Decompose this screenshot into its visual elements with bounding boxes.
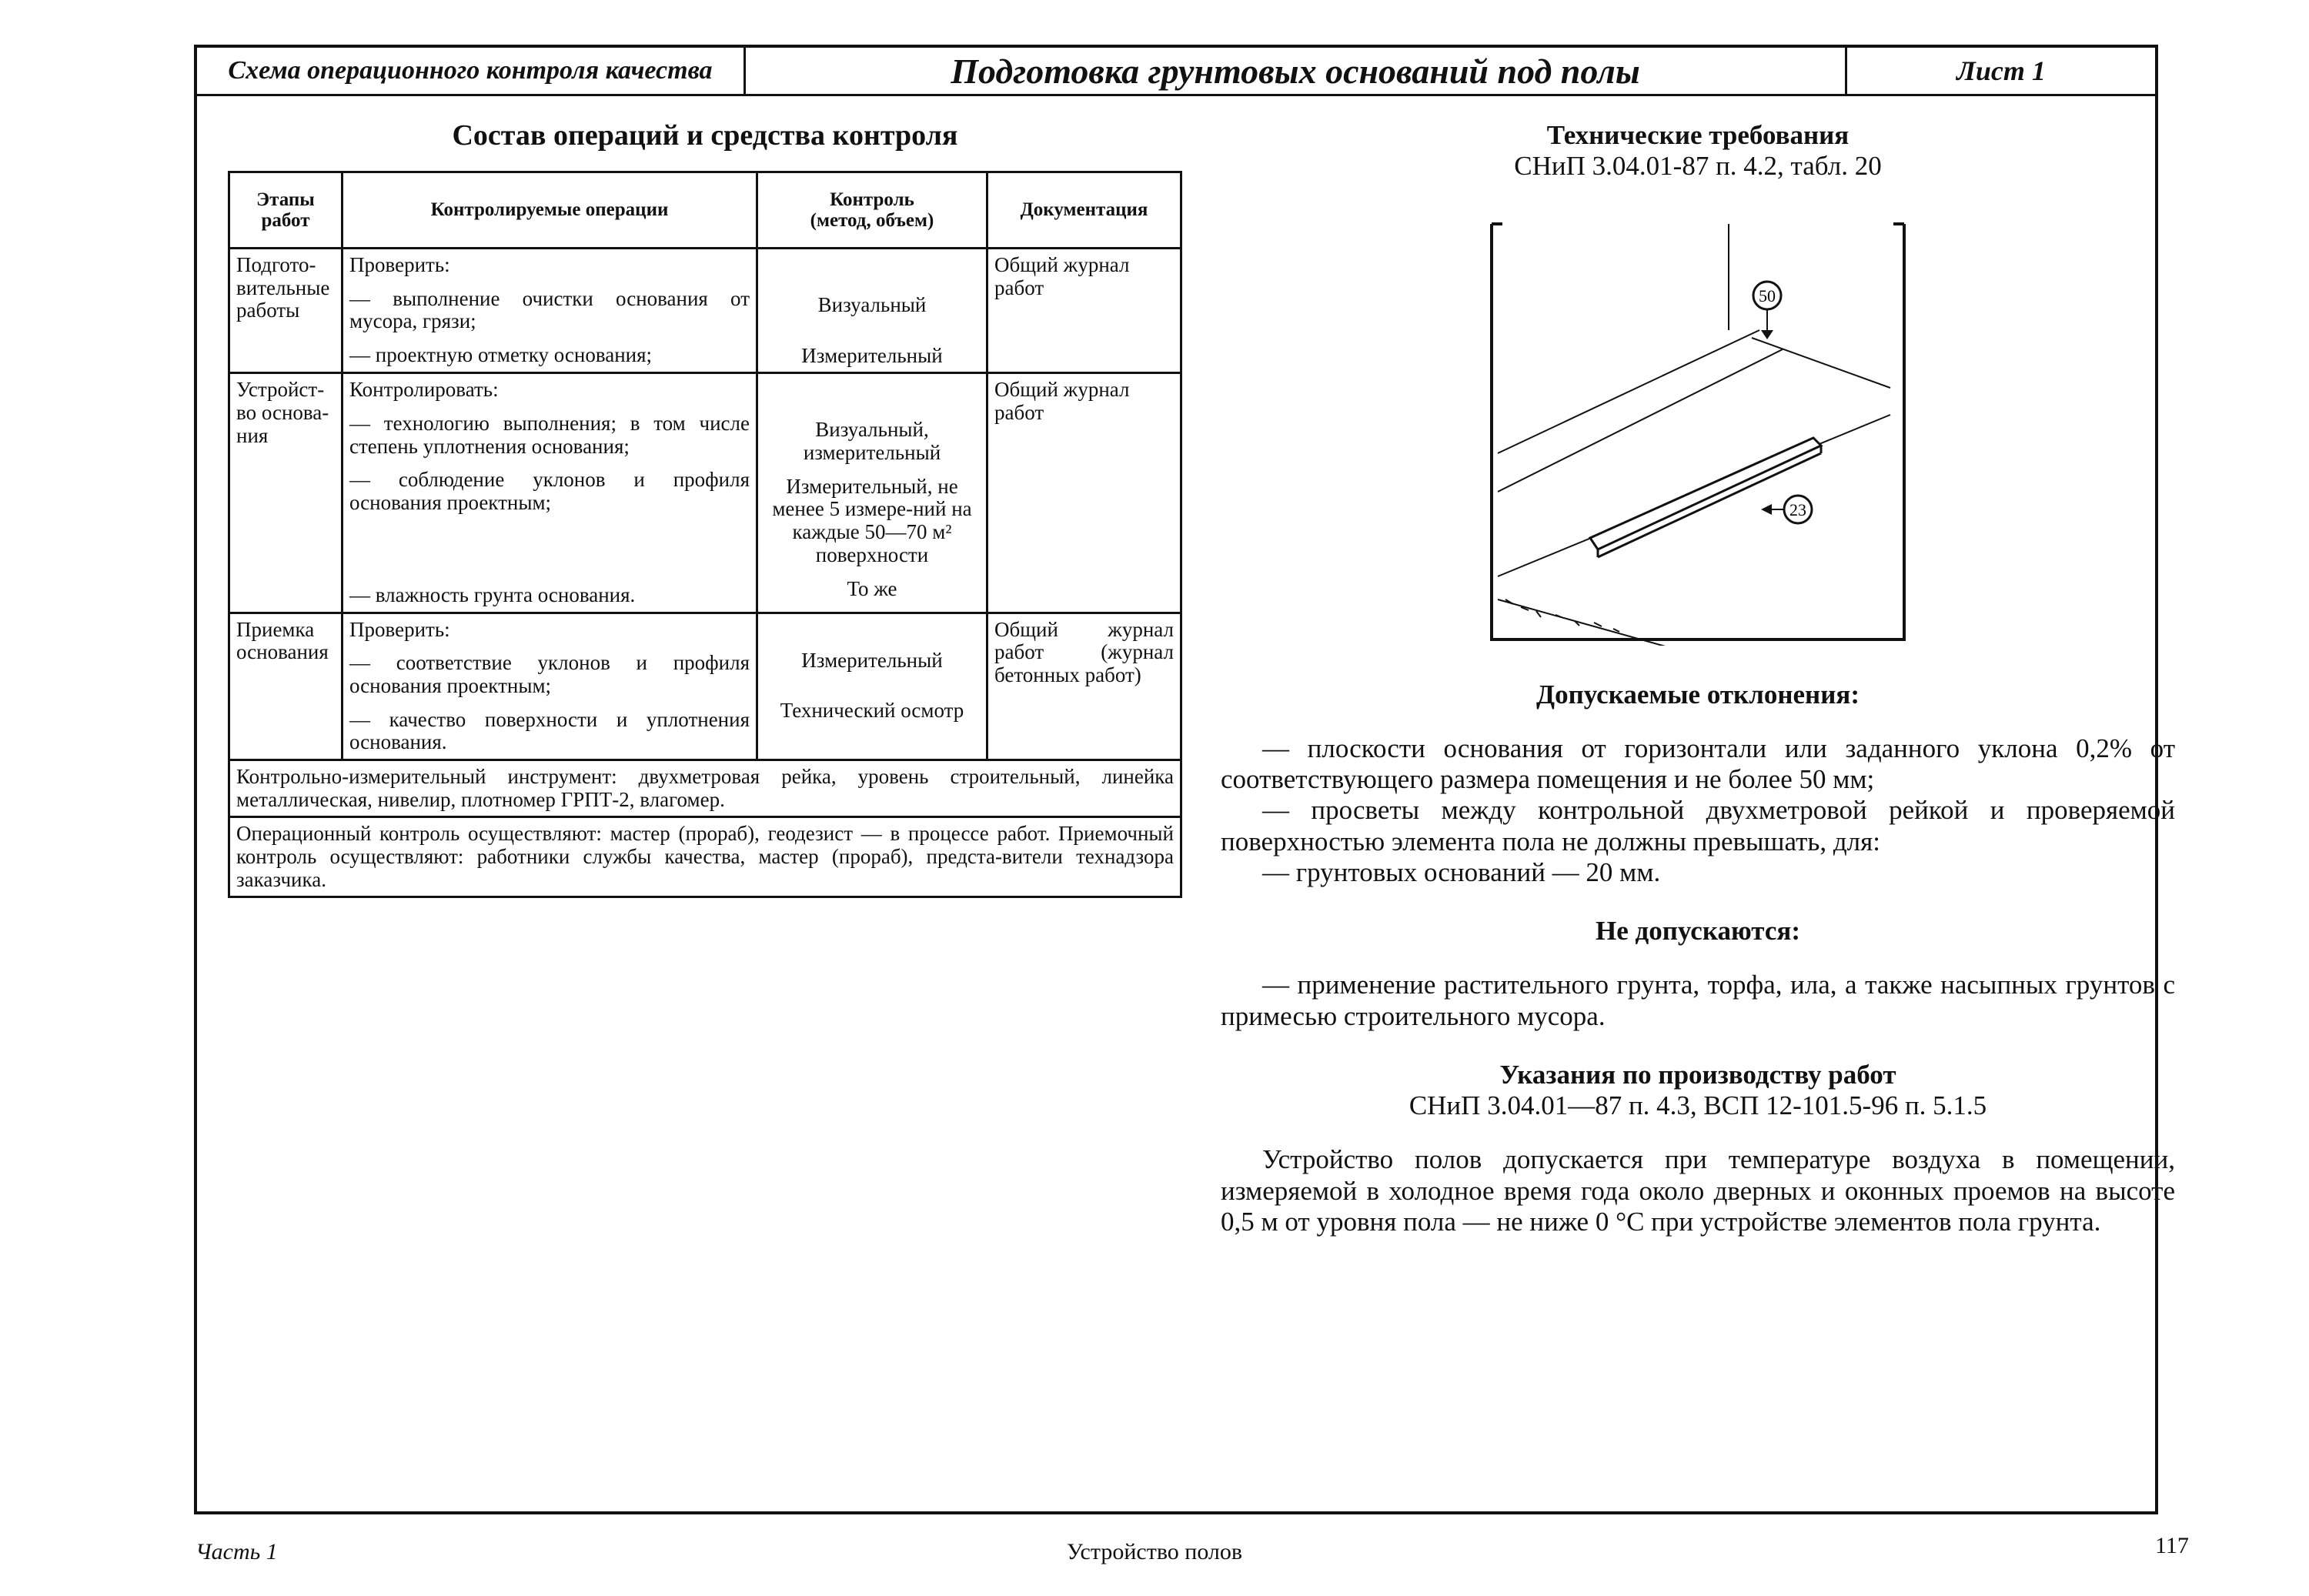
svg-text:50: 50 (1759, 285, 1776, 306)
op-item: — соблюдение уклонов и профиля основания проектным; (349, 468, 750, 515)
right-column (1221, 120, 2175, 1237)
tech-ref: СНиП 3.04.01-87 п. 4.2, табл. 20 (1514, 151, 1882, 182)
footer-section: Устройство полов (1066, 1539, 1243, 1564)
ctrl-item: Измерительный (801, 648, 943, 672)
op-item: — влажность грунта основания. (349, 583, 636, 606)
operations-table (228, 171, 1182, 898)
col-documentation: Документация (987, 172, 1181, 249)
instruments-note: Контрольно-измерительный инструмент: двухметровая рейка, уровень строительный, линейка металлическая, нивелир, плотномер ГРПТ-2, влагомер. (229, 760, 1181, 816)
page-title: Подготовка грунтовых оснований под полы (746, 48, 1847, 94)
op-item: — качество поверхности и уплотнения основания. (349, 707, 750, 754)
col-stages: Этапы работ (229, 172, 343, 249)
op-lead: Проверить: (349, 253, 450, 276)
footer-part: Часть 1 (195, 1539, 278, 1564)
not-allowed-title: Не допускаются: (1595, 916, 1800, 946)
ctrl-item: Измерительный, не менее 5 измере-ний на каждые 50—70 м² поверхности (772, 474, 972, 566)
work-text: Устройство полов допускается при температуре воздуха в помещении, измеряемой в холодное время года около дверных и оконных проемов на высоте 0,5 м от уровня пола — не ниже 0 °С при устройстве элементов пола грунта. (1221, 1144, 2175, 1237)
op-item: — технологию выполнения; в том числе степень уплотнения основания; (349, 412, 750, 458)
ctrl-item: Визуальный, измерительный (803, 418, 941, 465)
page-frame (194, 45, 2175, 1514)
doc-cell: Общий журнал работ (987, 249, 1181, 373)
deviation-item: — грунтовых оснований — 20 мм. (1262, 856, 1661, 887)
table-row (229, 613, 1181, 760)
doc-cell: Общий журнал работ (журнал бетонных работ) (987, 613, 1181, 760)
work-title: Указания по производству работ (1499, 1059, 1896, 1090)
ctrl-item: Визуальный (817, 293, 927, 316)
control-note: Операционный контроль осуществляют: мастер (прораб), геодезист — в процессе работ. Приемочный контроль осуществляют: работники службы качества, мастер (прораб), предста-вители технадзора заказчика. (229, 817, 1181, 897)
ctrl-item: Измерительный (801, 343, 943, 367)
ctrl-item: То же (847, 576, 897, 600)
table-header-row (229, 172, 1181, 249)
header-bar (197, 48, 2155, 96)
doc-cell: Общий журнал работ (987, 373, 1181, 613)
table-row (229, 760, 1181, 816)
floor-rail-figure (1490, 215, 1906, 646)
not-allowed-item: — применение растительного грунта, торфа, ила, а также насыпных грунтов с примесью строительного мусора. (1221, 970, 2175, 1031)
table-row (229, 373, 1181, 613)
work-ref: СНиП 3.04.01—87 п. 4.3, ВСП 12-101.5-96 п. 5.1.5 (1408, 1090, 1987, 1120)
page-number: 117 (2155, 1533, 2189, 1558)
deviation-item: — просветы между контрольной двухметровой рейкой и проверяемой поверхностью элемента пола не должны превышать, для: (1221, 795, 2175, 856)
ctrl-item: Технический осмотр (780, 699, 964, 723)
tech-title: Технические требования (1546, 120, 1850, 150)
deviation-item: — плоскости основания от горизонтали или заданного уклона 0,2% от соответствующего размера помещения и не более 50 мм; (1221, 733, 2175, 794)
table-row (229, 249, 1181, 373)
op-lead: Контролировать: (349, 378, 499, 402)
sheet-label: Лист 1 (1956, 55, 2046, 86)
svg-text:23: 23 (1789, 499, 1806, 519)
op-item: — выполнение очистки основания от мусора, грязи; (349, 286, 750, 333)
op-item: — соответствие уклонов и профиля основания проектным; (349, 651, 750, 697)
op-lead: Проверить: (349, 617, 450, 641)
stage-name: Подгото-вительные работы (229, 249, 343, 373)
operations-title: Состав операций и средства контроля (452, 119, 958, 152)
deviations-title: Допускаемые отклонения: (1536, 679, 1860, 710)
stage-name: Приемка основания (229, 613, 343, 760)
col-control: Контроль (метод, объем) (757, 172, 987, 249)
scheme-label: Схема операционного контроля качества (197, 48, 746, 94)
op-item: — проектную отметку основания; (349, 343, 653, 367)
stage-name: Устройст-во основа-ния (229, 373, 343, 613)
table-row (229, 817, 1181, 897)
col-operations: Контролируемые операции (343, 172, 757, 249)
